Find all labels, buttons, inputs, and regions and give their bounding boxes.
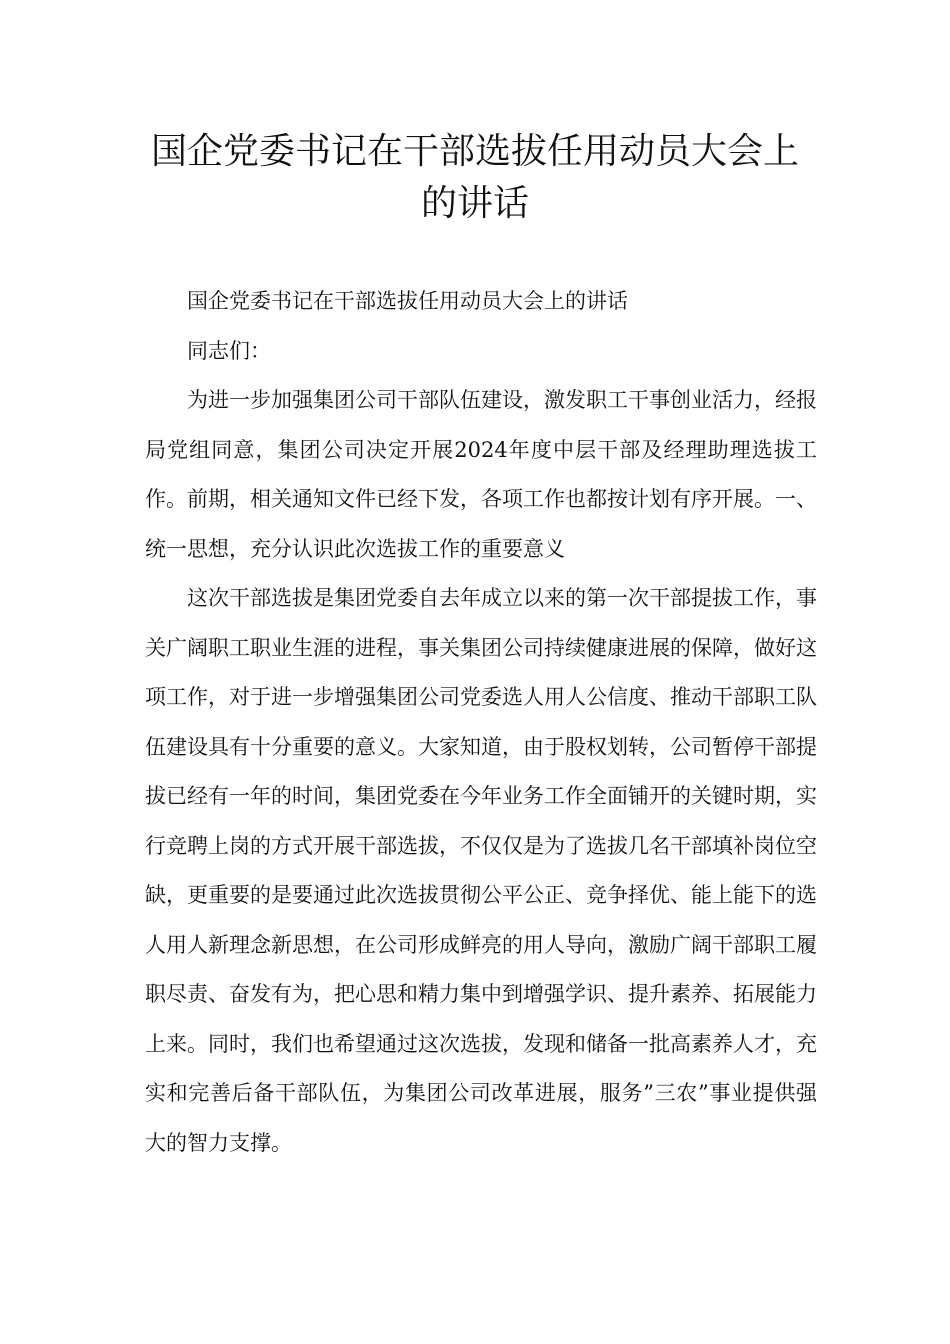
- subtitle-paragraph: 国企党委书记在干部选拔任用动员大会上的讲话: [187, 289, 628, 313]
- body-paragraph: 为进一步加强集团公司干部队伍建设，激发职工干事创业活力，经报局党组同意，集团公司决定开展2024年度中层干部及经理助理选拔工作。前期，相关通知文件已经下发，各项工作也都按计划有序开展。一、统一思想，充分认识此次选拔工作的重要意义: [145, 388, 817, 561]
- body-paragraph: 这次干部选拔是集团党委自去年成立以来的第一次干部提拔工作，事关广阔职工职业生涯的进程，事关集团公司持续健康进展的保障，做好这项工作，对于进一步增强集团公司党委选人用人公信度、推动干部职工队伍建设具有十分重要的意义。大家知道，由于股权划转，公司暂停干部提拔已经有一年的时间，集团党委在今年业务工作全面铺开的关键时期，实行竞聘上岗的方式开展干部选拔，不仅仅是为了选拔几名干部填补岗位空缺，更重要的是要通过此次选拔贯彻公平公正、竞争择优、能上能下的选人用人新理念新思想，在公司形成鲜亮的用人导向，激励广阔干部职工履职尽责、奋发有为，把心思和精力集中到增强学识、提升素养、拓展能力上来。同时，我们也希望通过这次选拔，发现和储备一批高素养人才，充实和完善后备干部队伍，为集团公司改革进展，服务”三农”事业提供强大的智力支撑。: [145, 586, 817, 1155]
- salutation-paragraph: 同志们：: [187, 338, 271, 363]
- document-title: 国企党委书记在干部选拔任用动员大会上的讲话: [150, 131, 799, 224]
- document-body: [145, 277, 817, 1168]
